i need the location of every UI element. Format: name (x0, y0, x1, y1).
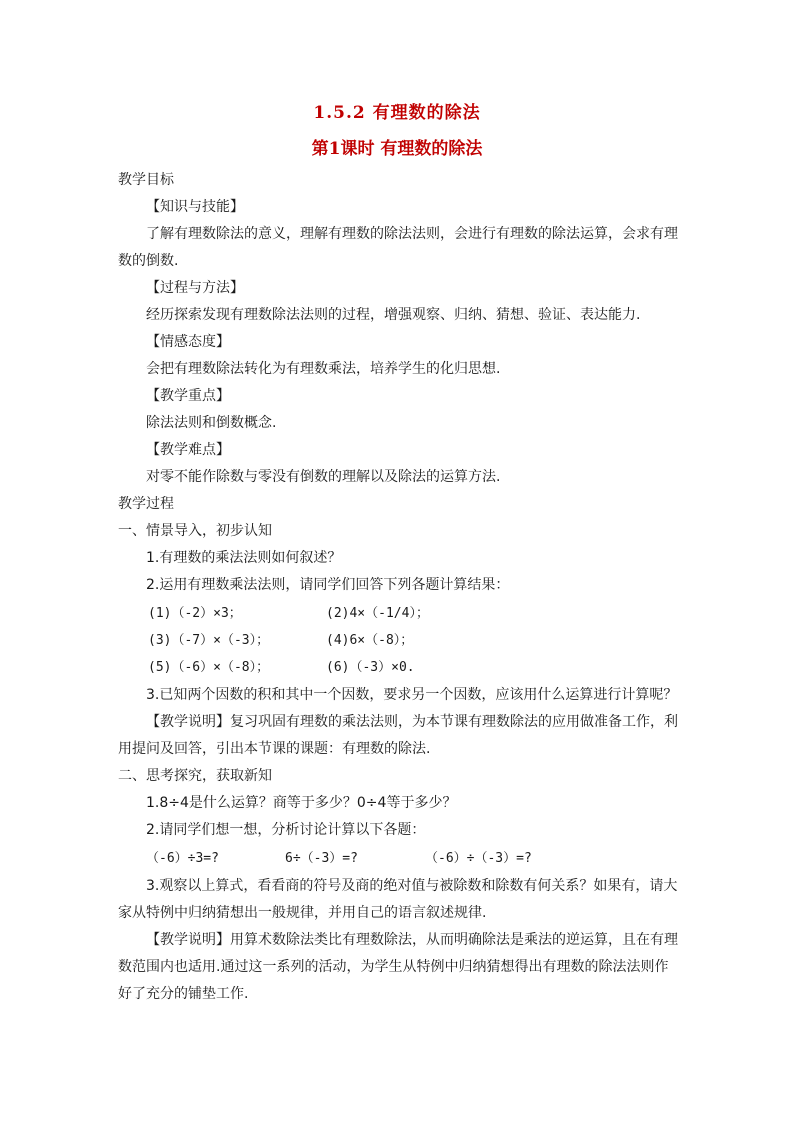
section2-note-3: 好了充分的铺垫工作. (118, 986, 249, 1002)
section1-note-1: 【教学说明】复习巩固有理数的乘法法则，为本节课有理数除法的应用做准备工作，利 (146, 714, 678, 730)
section1-question-2: 2.运用有理数乘法法则，请同学们回答下列各题计算结果： (146, 577, 510, 593)
section1-heading: 一、情景导入，初步认知 (118, 523, 272, 539)
section2-heading: 二、思考探究，获取新知 (118, 768, 272, 784)
calc-item: 6÷（-3）=? (285, 851, 358, 866)
exercise-item: (6)（-3）×0. (326, 660, 415, 675)
key-label: 【教学重点】 (146, 388, 230, 404)
exercise-item: (5)（-6）×（-8）； (148, 660, 270, 675)
section1-question-3: 3.已知两个因数的积和其中一个因数，要求另一个因数，应该用什么运算进行计算呢？ (146, 687, 678, 703)
calc-item: （-6）÷3=? (146, 851, 219, 866)
section1-note-2: 用提问及回答，引出本节课的课题：有理数的除法. (118, 741, 431, 757)
lesson-title: 第1课时 有理数的除法 (311, 139, 483, 159)
process-heading: 教学过程 (118, 496, 174, 512)
exercise-item: (1)（-2）×3； (148, 606, 242, 621)
section2-question-3-1: 3.观察以上算式，看看商的符号及商的绝对值与被除数和除数有何关系？如果有，请大 (146, 878, 678, 894)
exercise-item: (2)4×（-1/4）； (326, 606, 429, 621)
section2-note-1: 【教学说明】用算术数除法类比有理数除法，从而明确除法是乘法的逆运算，且在有理 (146, 932, 678, 948)
difficult-text: 对零不能作除数与零没有倒数的理解以及除法的运算方法. (146, 469, 501, 485)
knowledge-text-1: 了解有理数除法的意义，理解有理数的除法法则，会进行有理数的除法运算，会求有理 (146, 226, 678, 242)
section2-question-2: 2.请同学们想一想，分析讨论计算以下各题： (146, 822, 426, 838)
knowledge-text-2: 数的倒数. (118, 253, 179, 269)
attitude-text: 会把有理数除法转化为有理数乘法，培养学生的化归思想. (146, 361, 501, 377)
key-text: 除法法则和倒数概念. (146, 415, 277, 431)
knowledge-label: 【知识与技能】 (146, 199, 244, 215)
process-label: 【过程与方法】 (146, 280, 244, 296)
calc-item: （-6）÷（-3）=? (425, 851, 532, 866)
section2-question-1: 1.8÷4是什么运算？商等于多少？0÷4等于多少？ (146, 795, 457, 811)
section2-note-2: 数范围内也适用.通过这一系列的活动，为学生从特例中归纳猜想得出有理数的除法法则作 (118, 959, 669, 975)
exercise-item: (4)6×（-8）； (326, 633, 414, 648)
process-text: 经历探索发现有理数除法法则的过程，增强观察、归纳、猜想、验证、表达能力. (146, 307, 641, 323)
exercise-item: (3)（-7）×（-3）； (148, 633, 270, 648)
section-title: 1.5.2 有理数的除法 (313, 103, 481, 123)
difficult-label: 【教学难点】 (146, 442, 230, 458)
section2-question-3-2: 家从特例中归纳猜想出一般规律，并用自己的语言叙述规律. (118, 905, 487, 921)
attitude-label: 【情感态度】 (146, 334, 230, 350)
section1-question-1: 1.有理数的乘法法则如何叙述？ (146, 550, 342, 566)
objectives-heading: 教学目标 (118, 172, 174, 188)
